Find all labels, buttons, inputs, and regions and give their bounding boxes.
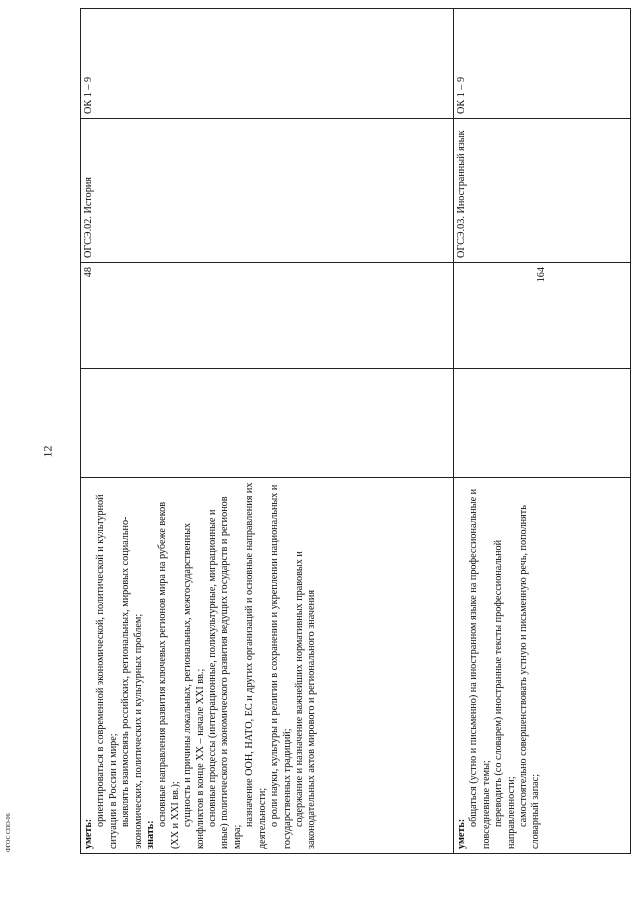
knowledge-item: содержание и назначение важнейших нормативных правовых и законодательных актов мирового и регионального значения [293,551,318,849]
page-number: 12 [40,445,55,458]
rotated-page [80,54,630,854]
knowledge-item: сущность и причины локальных, региональных, межгосударственных конфликтов в конце XX – начале XXI вв.; [182,522,206,849]
knowledge-item: основные направления развития ключевых регионов мира на рубеже веков (XX и XXI вв.); [157,501,181,849]
standard-table [80,8,631,854]
max-hours-cell [454,369,631,478]
max-hours-cell [81,369,454,478]
footer-label: ФГОС СПО-06 [6,813,12,852]
section-label: уметь: [456,818,467,849]
knowledge-item: ориентироваться в современной экономической, политической и культурной ситуации в России и мире; [95,494,119,849]
competencies-cell: ОК 1 – 9 [81,9,454,119]
section-label: уметь: [83,818,94,849]
section-label: знать: [145,820,157,849]
discipline-cell: ОГСЭ.03. Иностранный язык [454,119,631,263]
hours-cell: 164 [454,263,631,369]
knowledge-item: выявлять взаимосвязь российских, региональных, мировых социально-экономических, политических и культурных проблем; [120,516,144,849]
knowledge-item: общаться (устно и письменно) на иностранном языке на профессиональные и повседневные темы; [468,488,492,849]
knowledge-cell [81,478,454,854]
knowledge-item: основные процессы (интеграционные, поликультурные, миграционные и иные) политического и экономического развития ведущих государств и регионов мира; [207,496,243,849]
knowledge-item: о роли науки, культуры и религии в сохранении и укреплении национальных и государственных традиций; [269,484,293,849]
knowledge-item: переводить (со словарем) иностранные тексты профессиональной направленности; [493,539,517,849]
table-row [81,9,454,854]
knowledge-item: назначение ООН, НАТО, ЕС и других организаций и основные направления их деятельности; [244,482,268,849]
competencies-cell: ОК 1 – 9 [454,9,631,119]
knowledge-cell [454,478,631,854]
discipline-cell: ОГСЭ.02. История [81,119,454,263]
knowledge-item: самостоятельно совершенствовать устную и письменную речь, пополнять словарный запас; [518,505,542,849]
hours-cell: 48 [81,263,454,369]
table-row [454,9,631,854]
